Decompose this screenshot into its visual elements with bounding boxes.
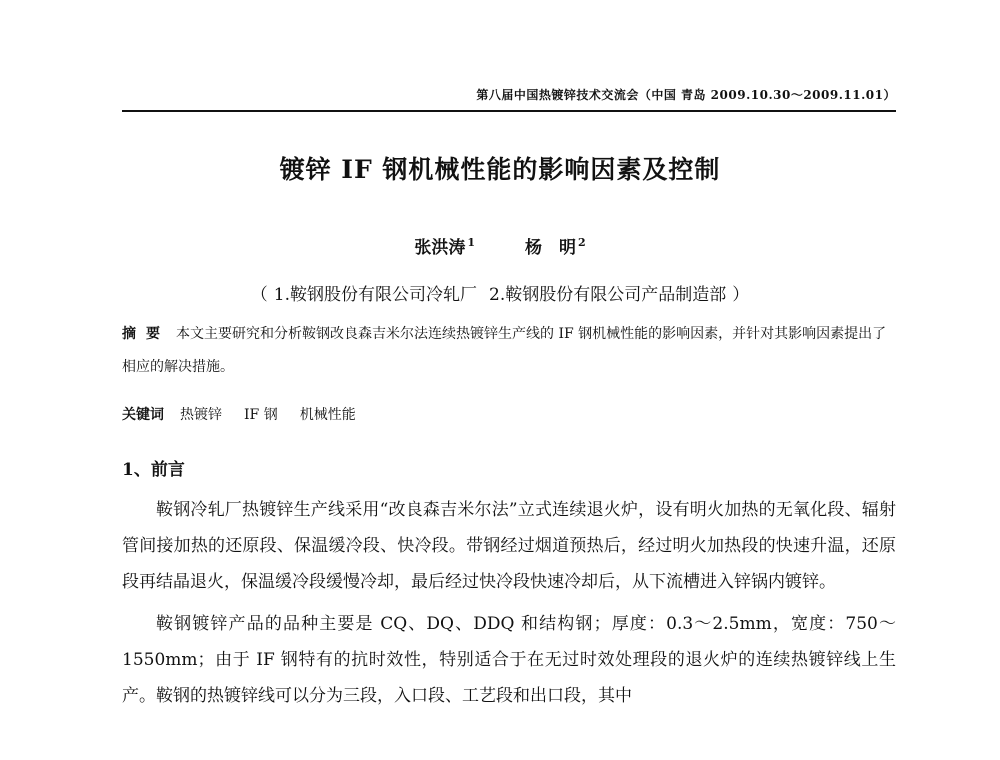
author-name: 杨 明 xyxy=(524,238,576,258)
author-2 xyxy=(525,233,586,258)
header-rule xyxy=(122,110,896,112)
section-heading: 1、前言 xyxy=(122,460,185,480)
affiliation-close-paren: ） xyxy=(732,285,750,305)
keyword-2: IF 钢 xyxy=(244,407,278,423)
affiliation-1: 1.鞍钢股份有限公司冷轧厂 xyxy=(273,285,477,305)
abstract xyxy=(122,318,896,384)
author-list xyxy=(0,233,1000,258)
affiliation-2: 2.鞍钢股份有限公司产品制造部 xyxy=(489,285,727,305)
affiliations xyxy=(0,280,1000,305)
keyword-1: 热镀锌 xyxy=(180,407,222,423)
abstract-text: 本文主要研究和分析鞍钢改良森吉米尔法连续热镀锌生产线的 IF 钢机械性能的影响因素，并针对其影响因素提出了相应的解决措施。 xyxy=(122,326,887,375)
author-affiliation-mark: 1 xyxy=(467,236,476,249)
author-1 xyxy=(414,233,475,258)
paper-title: 镀锌 IF 钢机械性能的影响因素及控制 xyxy=(279,155,721,184)
keywords xyxy=(122,404,896,424)
keyword-3: 机械性能 xyxy=(299,407,356,423)
section-body xyxy=(122,492,896,720)
author-name: 张洪涛 xyxy=(414,238,466,258)
running-header: 第八届中国热镀锌技术交流会（中国 青岛 2009.10.30～2009.11.01） xyxy=(476,88,896,102)
affiliation-open-paren: （ xyxy=(250,285,268,305)
body-paragraph-2: 鞍钢镀锌产品的品种主要是 CQ、DQ、DDQ 和结构钢；厚度：0.3～2.5mm，宽度：750～1550mm；由于 IF 钢特有的抗时效性，特别适合于在无过时效处理段的退火炉的连续热镀锌线上生产。鞍钢的热镀锌线可以分为三段，入口段、工艺段和出口段，其中 xyxy=(122,614,896,706)
abstract-label: 摘要 xyxy=(122,326,170,342)
author-affiliation-mark: 2 xyxy=(577,236,586,249)
body-paragraph-1: 鞍钢冷轧厂热镀锌生产线采用“改良森吉米尔法”立式连续退火炉，设有明火加热的无氧化段、辐射管间接加热的还原段、保温缓冷段、快冷段。带钢经过烟道预热后，经过明火加热段的快速升温，还原段再结晶退火，保温缓冷段缓慢冷却，最后经过快冷段快速冷却后，从下流槽进入锌锅内镀锌。 xyxy=(122,500,896,592)
keywords-label: 关键词 xyxy=(122,407,164,423)
